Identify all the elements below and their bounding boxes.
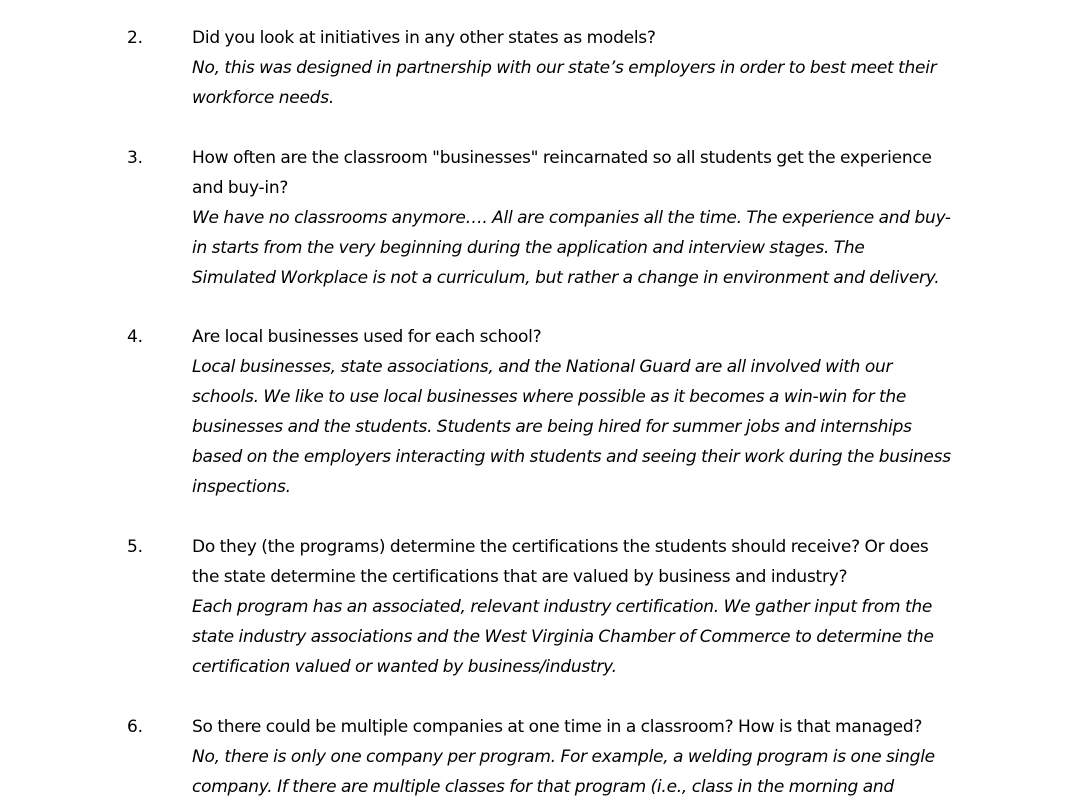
answer-line: schools. We like to use local businesses where possible as it becomes a win-win for the [192, 387, 907, 407]
answer-line: We have no classrooms anymore…. All are companies all the time. The experience and buy- [192, 208, 951, 228]
answer-line: workforce needs. [192, 88, 334, 108]
qa-content [192, 322, 992, 502]
answer-line: Simulated Workplace is not a curriculum, but rather a change in environment and delivery. [192, 268, 940, 288]
answer-text [192, 53, 992, 113]
item-number: 3. [127, 148, 143, 168]
question-text [192, 322, 992, 352]
question-line: How often are the classroom "businesses" reincarnated so all students get the experience [192, 148, 932, 168]
answer-line: Each program has an associated, relevant industry certification. We gather input from the [192, 597, 933, 617]
answer-line: company. If there are multiple classes for that program (i.e., class in the morning and [192, 777, 894, 797]
item-number: 2. [127, 28, 143, 48]
question-text [192, 532, 992, 592]
answer-line: businesses and the students. Students are being hired for summer jobs and internships [192, 417, 912, 437]
qa-content [192, 143, 992, 293]
question-text [192, 712, 992, 742]
question-text [192, 143, 992, 203]
qa-content [192, 23, 992, 113]
answer-line: based on the employers interacting with students and seeing their work during the business [192, 447, 951, 467]
answer-line: inspections. [192, 477, 291, 497]
question-line: and buy-in? [192, 178, 289, 198]
answer-line: Local businesses, state associations, and the National Guard are all involved with our [192, 357, 893, 377]
question-text [192, 23, 992, 53]
question-line: Are local businesses used for each school? [192, 327, 542, 347]
item-number: 5. [127, 537, 143, 557]
answer-text [192, 742, 992, 800]
qa-content [192, 712, 992, 800]
answer-line: certification valued or wanted by business/industry. [192, 657, 617, 677]
answer-text [192, 592, 992, 682]
answer-line: state industry associations and the West Virginia Chamber of Commerce to determine the [192, 627, 934, 647]
question-line: Do they (the programs) determine the certifications the students should receive? Or does [192, 537, 929, 557]
answer-line: in starts from the very beginning during the application and interview stages. The [192, 238, 865, 258]
question-line: Did you look at initiatives in any other states as models? [192, 28, 656, 48]
question-line: So there could be multiple companies at one time in a classroom? How is that managed? [192, 717, 923, 737]
answer-text [192, 203, 992, 293]
item-number: 6. [127, 717, 143, 737]
question-line: the state determine the certifications that are valued by business and industry? [192, 567, 848, 587]
answer-line: No, there is only one company per program. For example, a welding program is one single [192, 747, 935, 767]
answer-line: No, this was designed in partnership with our state’s employers in order to best meet their [192, 58, 937, 78]
answer-text [192, 352, 992, 502]
item-number: 4. [127, 327, 143, 347]
qa-content [192, 532, 992, 682]
